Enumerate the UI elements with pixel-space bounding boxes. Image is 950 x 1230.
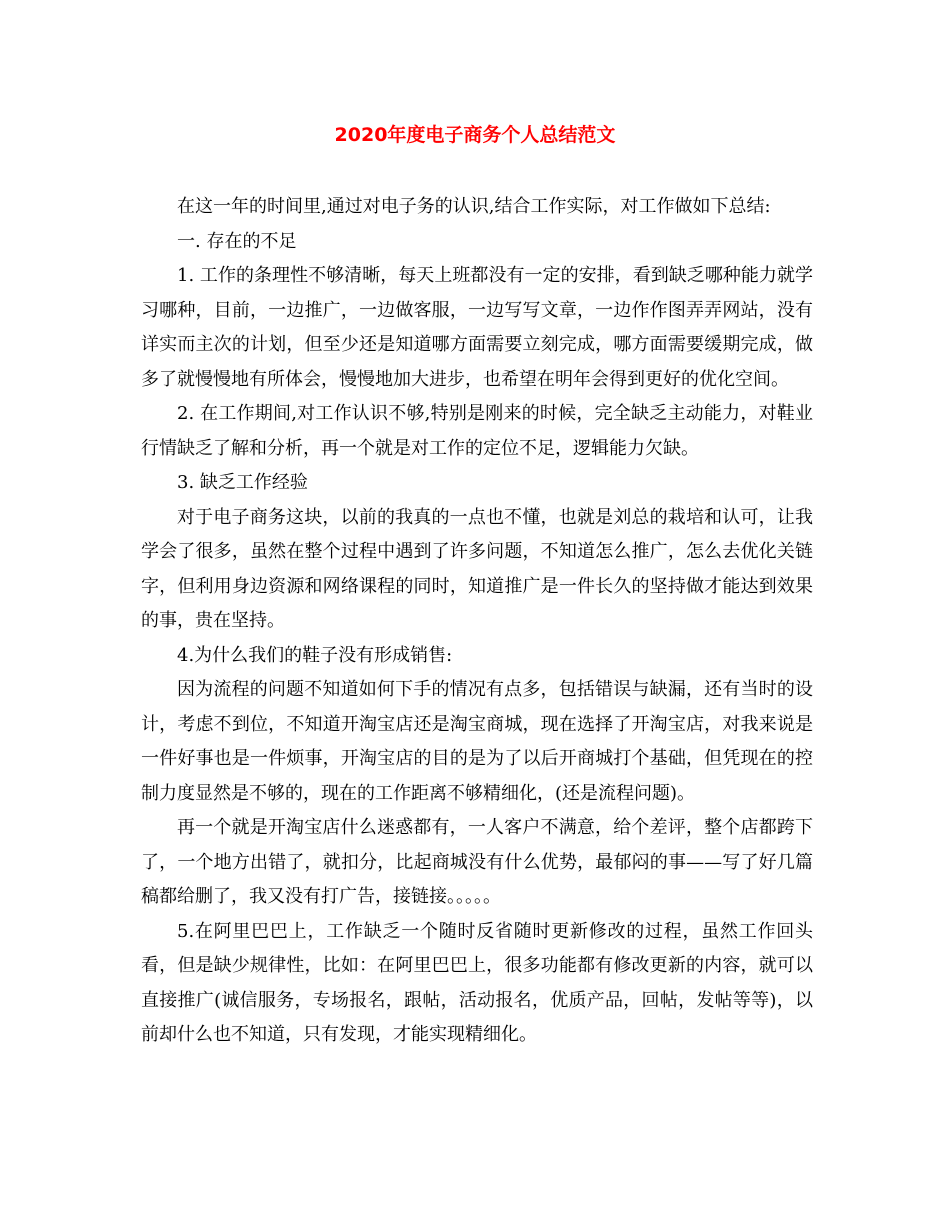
paragraph-intro: 在这一年的时间里,通过对电子务的认识,结合工作实际，对工作做如下总结: bbox=[177, 196, 771, 217]
paragraph-item-4-heading: 4.为什么我们的鞋子没有形成销售: bbox=[177, 644, 453, 666]
paragraph-item-3-body: 对于电子商务这块，以前的我真的一点也不懂，也就是刘总的栽培和认可，让我学会了很多，虽然在整个过程中遇到了许多问题，不知道怎么推广，怎么去优化关链字，但利用身边资源和网络课程的同时，知道推广是一件长久的坚持做才能达到效果的事，贵在坚持。 bbox=[141, 506, 813, 631]
document-body bbox=[141, 190, 813, 1053]
paragraph-item-3-heading: 3. 缺乏工作经验 bbox=[177, 472, 308, 493]
paragraph-item-5: 5.在阿里巴巴上，工作缺乏一个随时反省随时更新修改的过程，虽然工作回头看，但是缺少规律性，比如：在阿里巴巴上，很多功能都有修改更新的内容，就可以直接推广(诚信服务，专场报名，跟帖，活动报名，优质产品，回帖，发帖等等)，以前却什么也不知道，只有发现，才能实现精细化。 bbox=[141, 920, 813, 1045]
paragraph-item-2: 2. 在工作期间,对工作认识不够,特别是刚来的时候，完全缺乏主动能力，对鞋业行情缺乏了解和分析，再一个就是对工作的定位不足，逻辑能力欠缺。 bbox=[141, 403, 813, 459]
paragraph-item-4-body: 因为流程的问题不知道如何下手的情况有点多，包括错误与缺漏，还有当时的设计，考虑不到位，不知道开淘宝店还是淘宝商城，现在选择了开淘宝店，对我来说是一件好事也是一件烦事，开淘宝店的目的是为了以后开商城打个基础，但凭现在的控制力度显然是不够的，现在的工作距离不够精细化，(还是流程问题)。 bbox=[141, 679, 813, 804]
document-title: 2020年度电子商务个人总结范文 bbox=[334, 124, 616, 146]
section-heading-shortcomings: 一. 存在的不足 bbox=[177, 230, 297, 252]
paragraph-item-1: 1. 工作的条理性不够清晰，每天上班都没有一定的安排，看到缺乏哪种能力就学习哪种，目前，一边推广，一边做客服，一边写写文章，一边作作图弄弄网站，没有详实而主次的计划，但至少还是知道哪方面需要立刻完成，哪方面需要缓期完成，做多了就慢慢地有所体会，慢慢地加大进步，也希望在明年会得到更好的优化空间。 bbox=[141, 265, 813, 390]
paragraph-item-4-body-2: 再一个就是开淘宝店什么迷惑都有，一人客户不满意，给个差评，整个店都跨下了，一个地方出错了，就扣分，比起商城没有什么优势，最郁闷的事——写了好几篇稿都给删了，我又没有打广告，接链接。。。。。 bbox=[141, 817, 813, 907]
